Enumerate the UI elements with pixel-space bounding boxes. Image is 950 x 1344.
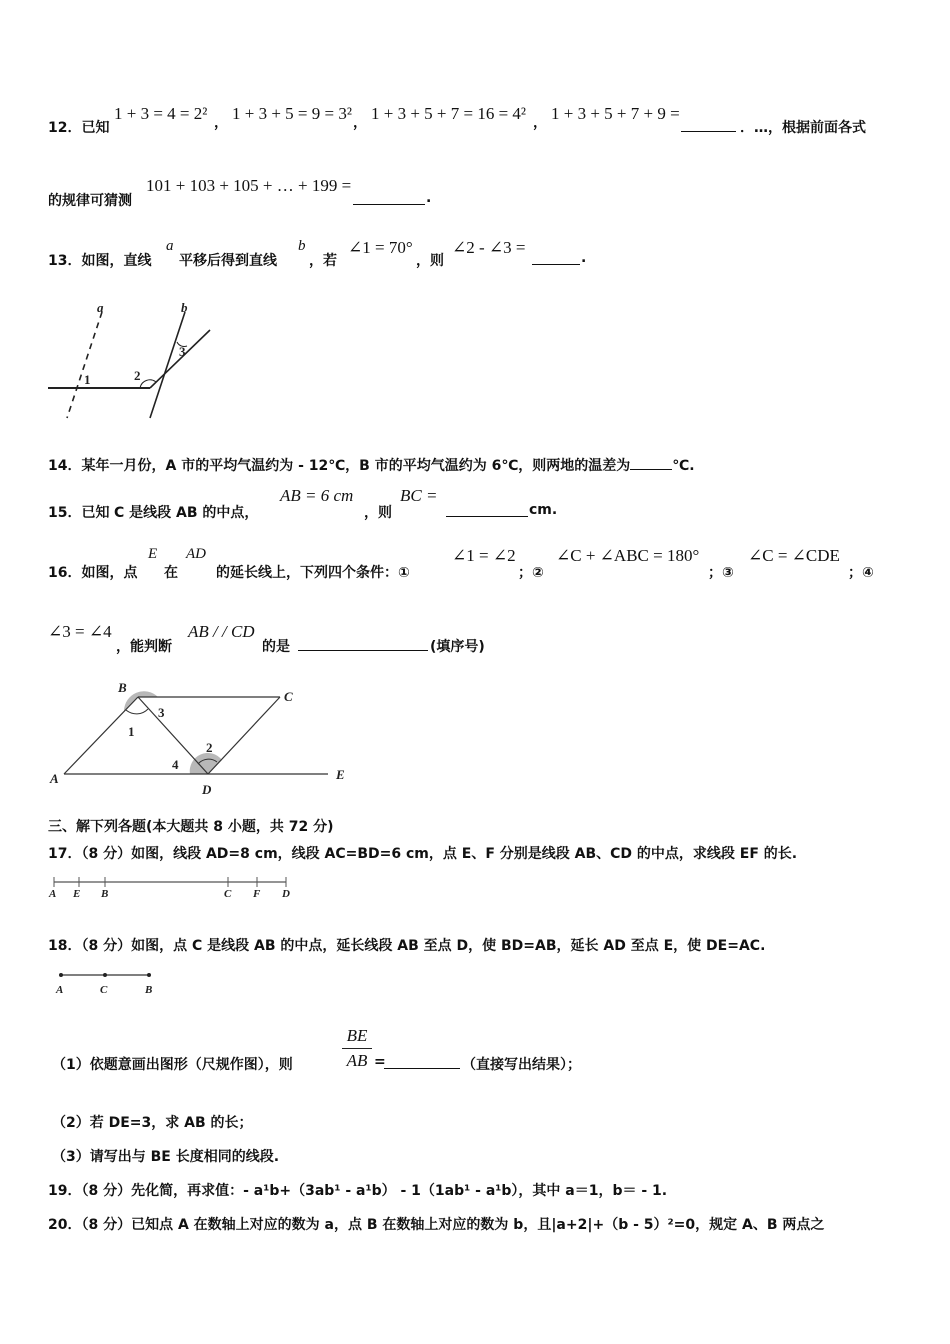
q13-text-1: 平移后得到直线 [179,253,277,269]
q16-number: 16．如图，点 [48,565,138,581]
q16-sep-1: ；② [518,565,544,581]
q18-point-b [147,973,151,977]
q18-point-c [103,973,107,977]
q13-line-b [150,312,185,418]
q15-formula: AB = 6 cm [280,486,354,505]
q12-sep-3: ， [533,115,547,131]
q16-label-d: D [202,782,212,797]
q16-answer-blank[interactable] [298,636,428,651]
q18-figure [52,968,172,996]
q13-label-2: 2 [134,368,141,383]
q18-label-a: A [56,984,64,996]
q18-part-3: （3）请写出与 BE 长度相同的线段. [52,1149,280,1165]
q12-tail: ．…，根据前面各式 [740,120,866,136]
q16-text-2: 的延长线上，下列四个条件：① [216,565,410,581]
q13-number: 13．如图，直线 [48,253,152,269]
q18-fraction-numerator: BE [346,1026,368,1045]
q16-sep-2: ；③ [708,565,734,581]
q12-formula-3: 1 + 3 + 5 + 7 = 16 = 4² [371,104,527,123]
q15-text-1: C 是线段 AB 的中点， [114,505,259,521]
q16-condition-2: ∠C + ∠ABC = 180° [556,546,700,565]
section-3-heading: 三、解下列各题(本大题共 8 小题，共 72 分) [48,819,334,835]
q12-answer-blank-2[interactable] [353,190,425,205]
q16-label-2: 2 [206,740,213,755]
q18-text: 18．（8 分）如图，点 C 是线段 AB 的中点，延长线段 AB 至点 D，使 BD=AB，延长 AD 至点 E，使 DE=AC. [48,938,766,954]
q18-point-a [59,973,63,977]
q16-segment-ab [64,697,138,774]
q16-condition-4: ∠3 = ∠4 [48,622,112,641]
q18-part-1-tail: （直接写出结果）； [462,1057,581,1073]
q15-end: cm. [529,502,558,518]
q17-label-b: B [101,888,109,900]
q14-end: ℃. [672,458,695,474]
q12-sep-2: ， [353,115,367,131]
q12-line2-text: 的规律可猜测 [48,193,132,209]
q12-sep-1: ， [214,115,228,131]
q17-label-f: F [253,888,261,900]
q13-text-3: ，则 [416,253,444,269]
q12-formula-4: 1 + 3 + 5 + 7 + 9 = [551,104,680,123]
q16-label-1: 1 [128,724,135,739]
q13-var-b: b [298,238,306,254]
q16-condition-3: ∠C = ∠CDE [748,546,840,565]
q18-label-c: C [100,984,108,996]
q17-label-c: C [224,888,232,900]
q16-end: (填序号) [430,639,485,655]
q13-line-a [67,312,102,418]
q12-formula-1: 1 + 3 = 4 = 2² [114,104,208,123]
q13-var-a: a [166,238,174,254]
q18-equals: = [374,1054,386,1070]
q13-figure [40,298,230,423]
q16-figure [46,680,356,800]
q14-text: 14．某年一月份，A 市的平均气温约为 - 12℃，B 市的平均气温约为 6℃，则两地的温差为 [48,458,631,474]
q13-label-a: a [97,300,104,315]
q16-var-e: E [148,546,158,562]
q14-line [48,455,695,475]
q16-var-ad: AD [186,546,206,562]
q16-label-4: 4 [172,757,179,772]
q13-transversal [150,330,210,388]
q18-fraction-denominator: AB [346,1051,368,1070]
q16-condition-1: ∠1 = ∠2 [452,546,516,565]
q19-text: 19．（8 分）先化简，再求值：- a¹b+（3ab¹ - a¹b） - 1（1ab¹ - a¹b），其中 a＝1，b＝ - 1. [48,1183,668,1199]
q16-sep-3: ；④ [848,565,874,581]
q18-fraction-bar [342,1048,372,1049]
q16-angle-1-arc [126,709,148,714]
q17-figure [46,874,306,900]
q12-formula-5: 101 + 103 + 105 + … + 199 = [146,176,352,195]
q20-text: 20．（8 分）已知点 A 在数轴上对应的数为 a，点 B 在数轴上对应的数为 b，且|a+2|+（b - 5）²=0，规定 A、B 两点之 [48,1217,825,1233]
q12-end: . [426,190,432,206]
q12-number: 12．已知 [48,120,110,136]
q13-condition: ∠1 = 70° [348,238,413,257]
q13-answer-blank[interactable] [532,250,580,265]
q12-formula-2: 1 + 3 + 5 = 9 = 3² [232,104,352,123]
q12-answer-blank-1[interactable] [681,117,736,132]
q13-label-1: 1 [84,372,91,387]
q18-label-b: B [145,984,153,996]
q13-label-3: 3 [179,344,186,359]
q16-label-3: 3 [158,705,165,720]
q13-expression: ∠2 - ∠3 = [452,238,526,257]
q17-label-d: D [282,888,290,900]
q16-label-c: C [284,689,293,704]
q13-end: . [581,250,587,266]
q15-text-2: ，则 [364,505,392,521]
q17-label-e: E [73,888,81,900]
q18-answer-blank[interactable] [384,1054,460,1069]
q13-label-b: b [181,300,188,315]
q16-label-b: B [118,680,127,695]
q13-text-2: ，若 [309,253,337,269]
q16-label-a: A [50,771,59,786]
q18-part-2: （2）若 DE=3，求 AB 的长； [52,1115,253,1131]
q15-formula-2: BC = [400,486,438,505]
q17-text: 17．（8 分）如图，线段 AD=8 cm，线段 AC=BD=6 cm，点 E、F 分别是线段 AB、CD 的中点，求线段 EF 的长. [48,846,798,862]
q17-label-a: A [49,888,57,900]
q16-text-1: 在 [164,565,178,581]
q16-segment-dc [208,697,280,774]
q16-text-3: ，能判断 [116,639,172,655]
q16-text-4: 的是 [262,639,290,655]
q16-conclusion: AB / / CD [188,622,255,641]
q14-answer-blank[interactable] [630,455,672,470]
q18-part-1-text: （1）依题意画出图形（尺规作图），则 [52,1057,293,1073]
q16-label-e: E [336,767,345,782]
q15-number: 15．已知 [48,505,110,521]
q15-answer-blank[interactable] [446,502,528,517]
